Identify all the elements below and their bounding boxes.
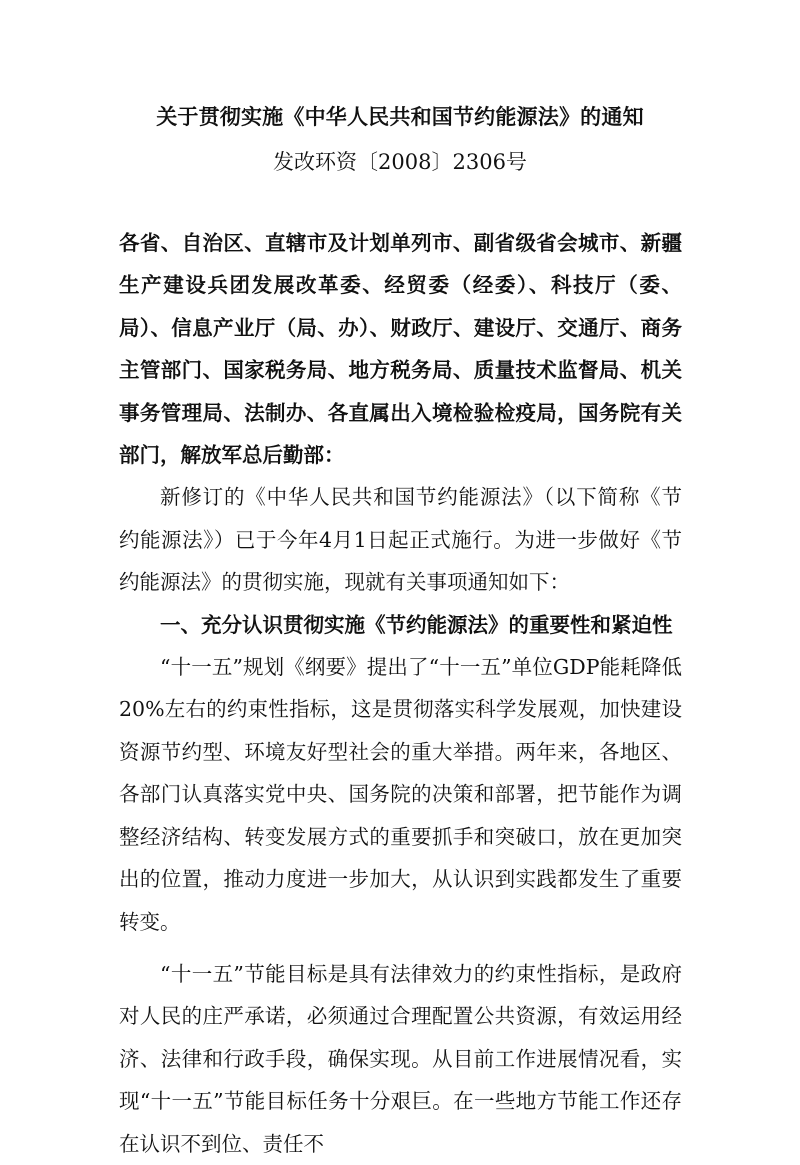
document-body bbox=[119, 222, 682, 1165]
document-title: 关于贯彻实施《中华人民共和国节约能源法》的通知 bbox=[156, 104, 644, 129]
addressee-paragraph: 各省、自治区、直辖市及计划单列市、副省级省会城市、新疆生产建设兵团发展改革委、经贸委（经委）、科技厅（委、局）、信息产业厅（局、办）、财政厅、建设厅、交通厅、商务主管部门、国家税务局、地方税务局、质量技术监督局、机关事务管理局、法制办、各直属出入境检验检疫局，国务院有关部门，解放军总后勤部： bbox=[119, 231, 682, 468]
body-paragraph-2: “十一五”节能目标是具有法律效力的约束性指标，是政府对人民的庄严承诺，必须通过合理配置公共资源，有效运用经济、法律和行政手段，确保实现。从目前工作进展情况看，实现“十一五”节能目标任务十分艰巨。在一些地方节能工作还存在认识不到位、责任不 bbox=[119, 961, 682, 1156]
document-number: 发改环资〔2008〕2306号 bbox=[273, 150, 527, 174]
body-paragraph-1: “十一五”规划《纲要》提出了“十一五”单位GDP能耗降低20%左右的约束性指标，这是贯彻落实科学发展观，加快建设资源节约型、环境友好型社会的重大举措。两年来，各地区、各部门认真落实党中央、国务院的决策和部署，把节能作为调整经济结构、转变发展方式的重要抓手和突破口，放在更加突出的位置，推动力度进一步加大，从认识到实践都发生了重要转变。 bbox=[119, 655, 682, 934]
section-heading-1: 一、充分认识贯彻实施《节约能源法》的重要性和紧迫性 bbox=[160, 612, 673, 637]
intro-paragraph: 新修订的《中华人民共和国节约能源法》（以下简称《节约能源法》）已于今年4月1日起正式施行。为进一步做好《节约能源法》的贯彻实施，现就有关事项通知如下： bbox=[119, 485, 682, 595]
